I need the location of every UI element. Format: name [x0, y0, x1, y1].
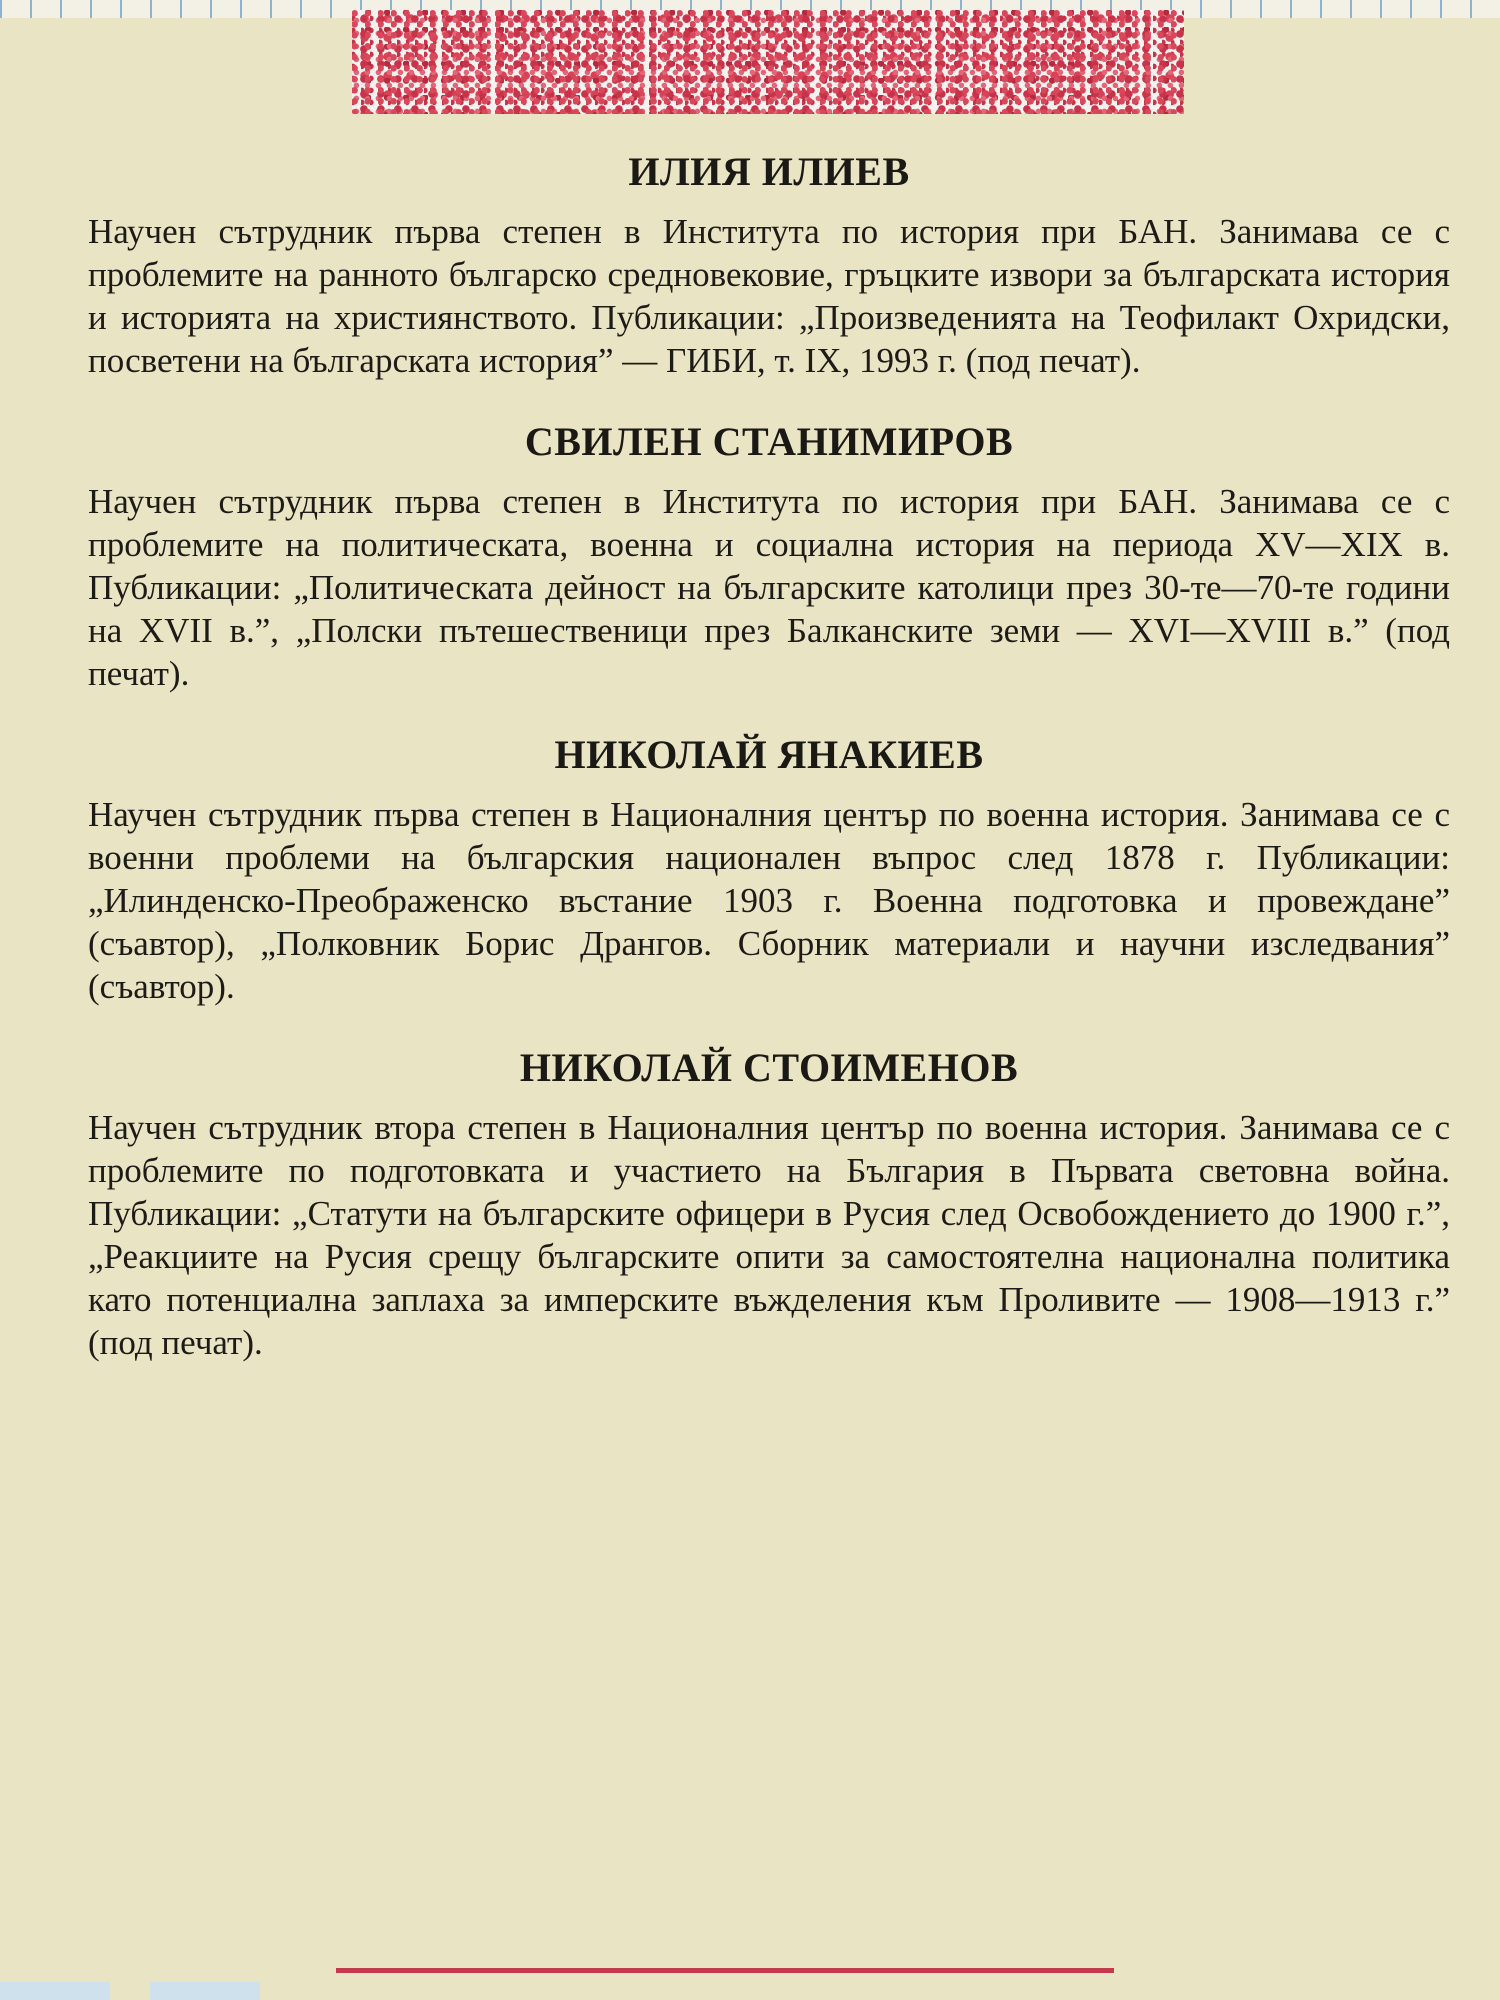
- author-entry: [88, 418, 1450, 695]
- grid-paper-bottom-edge: [0, 1978, 1500, 2000]
- author-entry: [88, 148, 1450, 382]
- grid-square: [150, 1982, 260, 2000]
- author-notes: [88, 148, 1450, 1364]
- author-name: НИКОЛАЙ ЯНАКИЕВ: [554, 732, 984, 777]
- author-name: СВИЛЕН СТАНИМИРОВ: [524, 419, 1014, 464]
- author-name: ИЛИЯ ИЛИЕВ: [628, 149, 910, 194]
- decorative-ornament-band: [352, 10, 1184, 114]
- author-name: НИКОЛАЙ СТОИМЕНОВ: [519, 1045, 1019, 1090]
- author-bio: Научен сътрудник първа степен в Института по история при БАН. Занимава се с проблемите на политическата, военна и социална история на периода XV—XIX в. Публикации: „Политическата дейност на българските католици през 30-те—70-те години на XVII в.”, „Полски пътешественици през Балканските земи — XVI—XVIII в.” (под печат).: [88, 482, 1450, 693]
- author-entry: [88, 1044, 1450, 1364]
- bottom-decorative-rule: [336, 1968, 1114, 1973]
- author-bio: Научен сътрудник първа степен в Института по история при БАН. Занимава се с проблемите на ранното българско средновековие, гръцките извори за българската история и историята на християнството. Публикации: „Произведенията на Теофилакт Охридски, посветени на българската история” — ГИБИ, т. IX, 1993 г. (под печат).: [88, 212, 1450, 380]
- author-bio: Научен сътрудник първа степен в Националния център по военна история. Занимава се с военни проблеми на българския национален въпрос след 1878 г. Публикации: „Илинденско-Преображенско въстание 1903 г. Военна подготовка и провеждане” (съавтор), „Полковник Борис Дрангов. Сборник материали и научни изследвания” (съавтор).: [88, 795, 1450, 1006]
- grid-square: [0, 1982, 110, 2000]
- author-bio: Научен сътрудник втора степен в Националния център по военна история. Занимава се с проблемите по подготовката и участието на България в Първата световна война. Публикации: „Статути на българските офицери в Русия след Освобождението до 1900 г.”, „Реакциите на Русия срещу българските опити за самостоятелна национална политика като потенциална заплаха за имперските въжделения към Проливите — 1908—1913 г.” (под печат).: [88, 1108, 1450, 1362]
- author-entry: [88, 731, 1450, 1008]
